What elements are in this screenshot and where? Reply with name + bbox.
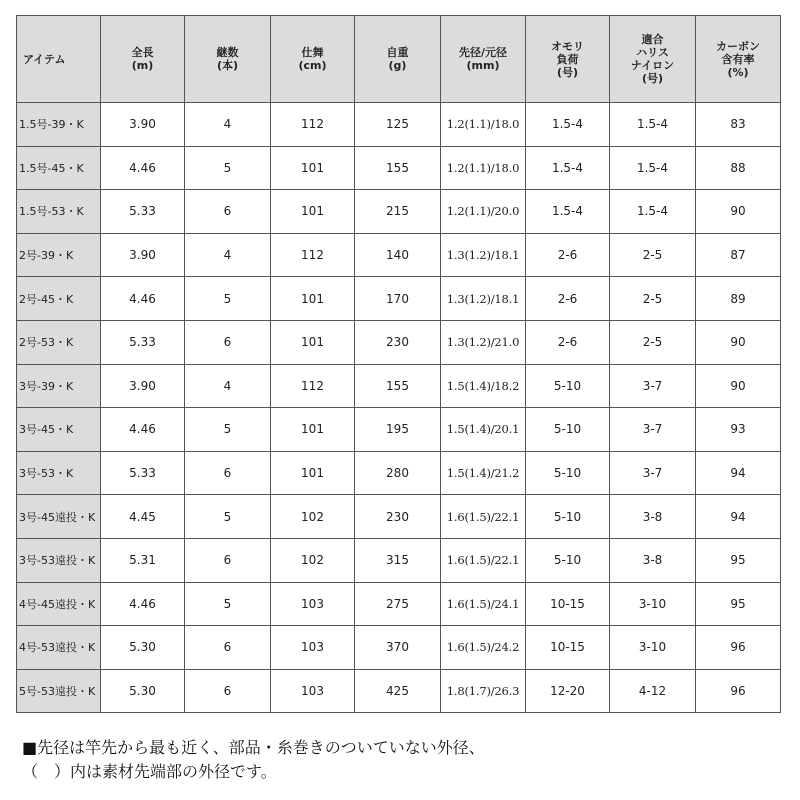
cell-sections: 6	[185, 669, 271, 713]
cell-carbon: 95	[696, 538, 781, 582]
cell-sinker: 2-6	[526, 277, 610, 321]
cell-diameter: 1.6(1.5)/24.1	[441, 582, 526, 626]
column-header-line: 適合	[641, 33, 664, 46]
column-header-line: (%)	[727, 65, 749, 79]
cell-sinker: 10-15	[526, 582, 610, 626]
table-header	[17, 16, 781, 103]
cell-sinker: 5-10	[526, 451, 610, 495]
cell-carbon: 89	[696, 277, 781, 321]
cell-harris: 2-5	[610, 320, 696, 364]
column-header-weight	[355, 16, 441, 103]
cell-length: 5.33	[101, 320, 185, 364]
cell-item: 3号-39・K	[17, 364, 101, 408]
table-row	[17, 364, 781, 408]
cell-diameter: 1.3(1.2)/21.0	[441, 320, 526, 364]
cell-carbon: 94	[696, 451, 781, 495]
cell-carbon: 83	[696, 103, 781, 147]
cell-harris: 1.5-4	[610, 146, 696, 190]
cell-item: 3号-45・K	[17, 408, 101, 452]
header-row	[17, 16, 781, 103]
cell-sinker: 5-10	[526, 364, 610, 408]
cell-diameter: 1.8(1.7)/26.3	[441, 669, 526, 713]
cell-weight: 170	[355, 277, 441, 321]
table-row	[17, 451, 781, 495]
column-header-line: ハリス	[636, 46, 669, 59]
cell-closed: 101	[271, 146, 355, 190]
column-header-line: ナイロン	[630, 59, 675, 72]
cell-sinker: 5-10	[526, 495, 610, 539]
cell-sinker: 12-20	[526, 669, 610, 713]
column-header-line: アイテム	[23, 52, 66, 66]
cell-closed: 101	[271, 277, 355, 321]
table-row	[17, 495, 781, 539]
cell-weight: 140	[355, 233, 441, 277]
cell-sections: 5	[185, 495, 271, 539]
cell-length: 4.46	[101, 146, 185, 190]
cell-closed: 112	[271, 103, 355, 147]
cell-diameter: 1.6(1.5)/24.2	[441, 626, 526, 670]
cell-length: 4.46	[101, 277, 185, 321]
cell-harris: 3-7	[610, 451, 696, 495]
table-row	[17, 538, 781, 582]
cell-carbon: 96	[696, 669, 781, 713]
cell-diameter: 1.5(1.4)/20.1	[441, 408, 526, 452]
cell-item: 4号-45遠投・K	[17, 582, 101, 626]
cell-carbon: 95	[696, 582, 781, 626]
table-row	[17, 103, 781, 147]
cell-item: 1.5号-39・K	[17, 103, 101, 147]
cell-diameter: 1.2(1.1)/20.0	[441, 190, 526, 234]
cell-item: 5号-53遠投・K	[17, 669, 101, 713]
cell-weight: 155	[355, 146, 441, 190]
table-body	[17, 103, 781, 713]
cell-carbon: 87	[696, 233, 781, 277]
column-header-harris	[610, 16, 696, 103]
column-header-line: 仕舞	[301, 46, 324, 59]
cell-carbon: 90	[696, 190, 781, 234]
table-row	[17, 146, 781, 190]
cell-diameter: 1.2(1.1)/18.0	[441, 146, 526, 190]
column-header-line: オモリ	[551, 39, 584, 53]
cell-sinker: 5-10	[526, 408, 610, 452]
column-header-line: (号)	[556, 65, 579, 79]
table-row	[17, 626, 781, 670]
cell-length: 5.33	[101, 451, 185, 495]
column-header-length	[101, 16, 185, 103]
cell-diameter: 1.5(1.4)/21.2	[441, 451, 526, 495]
column-header-line: 含有率	[721, 52, 755, 66]
cell-diameter: 1.5(1.4)/18.2	[441, 364, 526, 408]
column-header-line: (号)	[641, 72, 664, 85]
cell-sinker: 5-10	[526, 538, 610, 582]
cell-closed: 103	[271, 669, 355, 713]
column-header-closed	[271, 16, 355, 103]
column-header-line: 先径/元径	[458, 46, 508, 59]
cell-harris: 3-7	[610, 408, 696, 452]
cell-closed: 101	[271, 190, 355, 234]
cell-length: 5.33	[101, 190, 185, 234]
cell-closed: 102	[271, 495, 355, 539]
cell-weight: 125	[355, 103, 441, 147]
cell-length: 3.90	[101, 364, 185, 408]
cell-item: 3号-53・K	[17, 451, 101, 495]
column-header-sections	[185, 16, 271, 103]
column-header-line: (mm)	[466, 59, 500, 72]
cell-harris: 3-10	[610, 626, 696, 670]
column-header-diameter	[441, 16, 526, 103]
column-header-line: 継数	[216, 46, 239, 59]
cell-sections: 5	[185, 146, 271, 190]
table-row	[17, 277, 781, 321]
footnote-line: ■先径は竿先から最も近く、部品・糸巻きのついていない外径、	[22, 738, 485, 757]
cell-weight: 230	[355, 320, 441, 364]
cell-item: 1.5号-45・K	[17, 146, 101, 190]
cell-harris: 4-12	[610, 669, 696, 713]
cell-item: 3号-45遠投・K	[17, 495, 101, 539]
column-header-sinker	[526, 16, 610, 103]
cell-sinker: 2-6	[526, 320, 610, 364]
cell-item: 3号-53遠投・K	[17, 538, 101, 582]
cell-item: 2号-45・K	[17, 277, 101, 321]
cell-length: 5.31	[101, 538, 185, 582]
cell-diameter: 1.2(1.1)/18.0	[441, 103, 526, 147]
column-header-line: 全長	[131, 46, 154, 59]
cell-sections: 6	[185, 190, 271, 234]
column-header-line: (g)	[388, 59, 407, 72]
cell-sections: 6	[185, 538, 271, 582]
cell-sections: 5	[185, 582, 271, 626]
column-header-item	[17, 16, 101, 103]
footnotes	[22, 736, 485, 784]
cell-sections: 6	[185, 320, 271, 364]
column-header-line: (本)	[216, 59, 239, 72]
table-row	[17, 408, 781, 452]
cell-closed: 102	[271, 538, 355, 582]
cell-harris: 3-8	[610, 538, 696, 582]
cell-length: 3.90	[101, 103, 185, 147]
cell-sections: 4	[185, 103, 271, 147]
cell-carbon: 96	[696, 626, 781, 670]
cell-carbon: 88	[696, 146, 781, 190]
cell-closed: 101	[271, 320, 355, 364]
cell-sections: 4	[185, 364, 271, 408]
cell-harris: 1.5-4	[610, 103, 696, 147]
cell-carbon: 90	[696, 320, 781, 364]
cell-item: 1.5号-53・K	[17, 190, 101, 234]
cell-weight: 275	[355, 582, 441, 626]
table-row	[17, 233, 781, 277]
spec-table	[16, 15, 781, 713]
cell-sections: 5	[185, 408, 271, 452]
column-header-carbon	[696, 16, 781, 103]
cell-harris: 3-10	[610, 582, 696, 626]
cell-carbon: 93	[696, 408, 781, 452]
cell-length: 4.46	[101, 408, 185, 452]
cell-sections: 6	[185, 451, 271, 495]
cell-sinker: 1.5-4	[526, 190, 610, 234]
cell-closed: 112	[271, 364, 355, 408]
cell-closed: 112	[271, 233, 355, 277]
footnote-line: （ ）内は素材先端部の外径です。	[22, 762, 277, 781]
cell-diameter: 1.3(1.2)/18.1	[441, 277, 526, 321]
cell-sinker: 2-6	[526, 233, 610, 277]
cell-closed: 101	[271, 408, 355, 452]
cell-length: 5.30	[101, 626, 185, 670]
cell-diameter: 1.3(1.2)/18.1	[441, 233, 526, 277]
cell-weight: 315	[355, 538, 441, 582]
cell-harris: 2-5	[610, 233, 696, 277]
column-header-line: 負荷	[556, 52, 579, 66]
cell-sections: 5	[185, 277, 271, 321]
table-row	[17, 669, 781, 713]
cell-weight: 230	[355, 495, 441, 539]
cell-weight: 155	[355, 364, 441, 408]
cell-closed: 101	[271, 451, 355, 495]
cell-sinker: 1.5-4	[526, 146, 610, 190]
table-row	[17, 320, 781, 364]
cell-length: 4.45	[101, 495, 185, 539]
cell-sections: 6	[185, 626, 271, 670]
cell-sections: 4	[185, 233, 271, 277]
cell-carbon: 90	[696, 364, 781, 408]
cell-weight: 370	[355, 626, 441, 670]
cell-harris: 2-5	[610, 277, 696, 321]
column-header-line: (m)	[131, 59, 154, 72]
cell-harris: 1.5-4	[610, 190, 696, 234]
cell-weight: 280	[355, 451, 441, 495]
cell-closed: 103	[271, 626, 355, 670]
cell-length: 4.46	[101, 582, 185, 626]
cell-weight: 195	[355, 408, 441, 452]
cell-length: 5.30	[101, 669, 185, 713]
cell-sinker: 10-15	[526, 626, 610, 670]
column-header-line: カーボン	[716, 39, 760, 53]
cell-closed: 103	[271, 582, 355, 626]
cell-carbon: 94	[696, 495, 781, 539]
cell-sinker: 1.5-4	[526, 103, 610, 147]
table-row	[17, 582, 781, 626]
cell-item: 2号-53・K	[17, 320, 101, 364]
cell-weight: 425	[355, 669, 441, 713]
cell-weight: 215	[355, 190, 441, 234]
cell-diameter: 1.6(1.5)/22.1	[441, 538, 526, 582]
table-row	[17, 190, 781, 234]
column-header-line: 自重	[386, 46, 409, 59]
cell-item: 4号-53遠投・K	[17, 626, 101, 670]
cell-harris: 3-8	[610, 495, 696, 539]
cell-length: 3.90	[101, 233, 185, 277]
cell-item: 2号-39・K	[17, 233, 101, 277]
cell-diameter: 1.6(1.5)/22.1	[441, 495, 526, 539]
column-header-line: (cm)	[298, 59, 327, 72]
cell-harris: 3-7	[610, 364, 696, 408]
